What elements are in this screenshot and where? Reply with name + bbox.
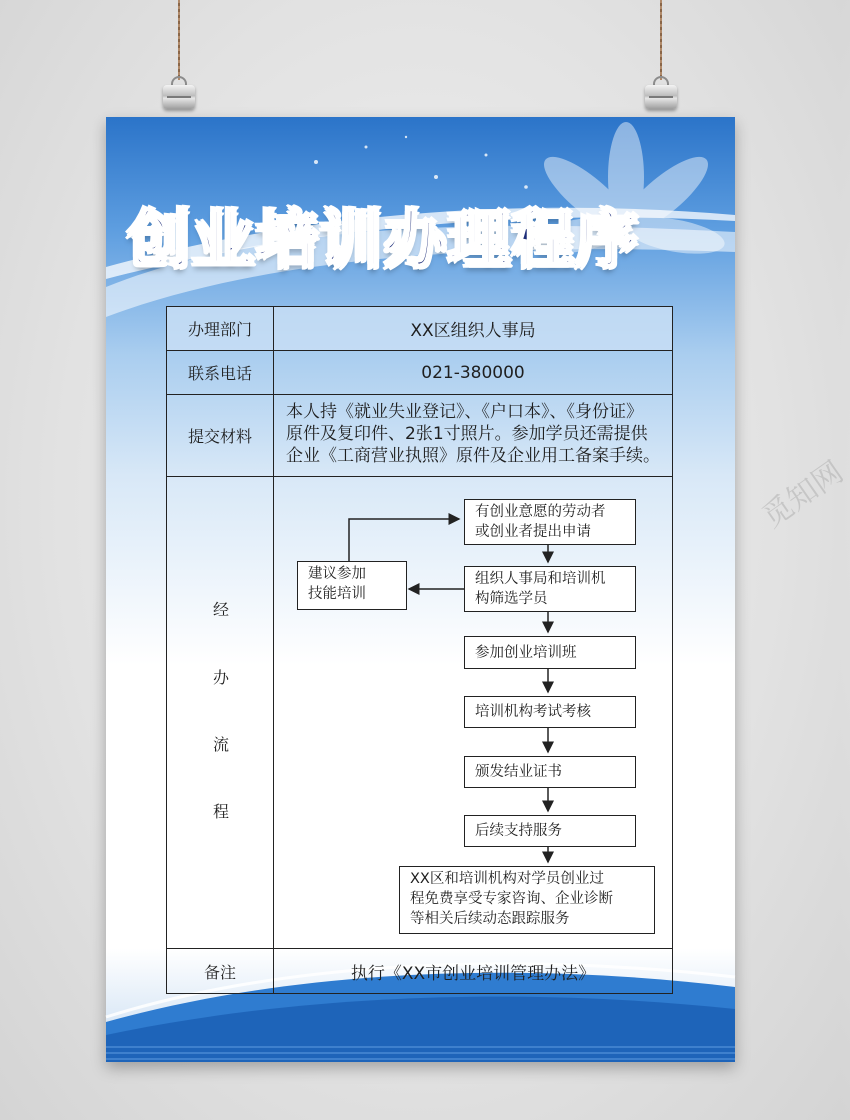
flow-step-line: 等相关后续动态跟踪服务 [410, 911, 570, 927]
flow-step-followup [399, 866, 655, 934]
flow-step-screen [464, 566, 636, 612]
row-label: 办理部门 [167, 307, 274, 350]
flow-step-line: 后续支持服务 [475, 823, 562, 839]
row-label: 提交材料 [167, 395, 274, 476]
flow-side-skill-training [297, 561, 407, 610]
table-row [167, 395, 672, 477]
hanging-wire-left [178, 0, 180, 80]
flow-label-char: 办 [213, 668, 230, 687]
flow-step-line: 技能培训 [308, 586, 366, 602]
flow-step-support [464, 815, 636, 847]
flow-step-line: 程免费享受专家咨询、企业诊断 [410, 891, 613, 907]
table-row [167, 351, 672, 395]
flow-step-line: 组织人事局和培训机 [475, 571, 606, 587]
row-value: 021-380000 [421, 362, 525, 383]
hanging-wire-right [660, 0, 662, 80]
flow-step-class [464, 636, 636, 669]
binder-clip-left-icon [163, 76, 195, 110]
materials-line: 本人持《就业失业登记》、《户口本》、《身份证》 [286, 402, 643, 422]
watermark: 觅知网 [756, 454, 850, 536]
info-table [166, 306, 673, 994]
table-row [167, 949, 672, 993]
flow-step-line: 颁发结业证书 [475, 764, 562, 780]
poster [106, 117, 735, 1062]
flow-label-char: 程 [213, 802, 230, 821]
row-value: XX区组织人事局 [274, 307, 672, 350]
poster-title: 创业培训办理程序 [128, 203, 641, 276]
flow-step-line: 建议参加 [308, 566, 366, 582]
binder-clip-right-icon [645, 76, 677, 110]
flow-step-line: 有创业意愿的劳动者 [475, 504, 606, 520]
flow-step-line: 参加创业培训班 [475, 644, 577, 661]
flow-step-apply [464, 499, 636, 545]
flow-step-line: 构筛选学员 [475, 591, 548, 607]
flow-step-line: 或创业者提出申请 [475, 524, 591, 540]
flow-step-line: 培训机构考试考核 [475, 704, 591, 720]
flow-label-char: 经 [213, 600, 230, 619]
materials-text [274, 395, 672, 476]
row-label: 备注 [167, 949, 274, 993]
materials-line: 企业《工商营业执照》原件及企业用工备案手续。 [286, 446, 660, 466]
flow-step-exam [464, 696, 636, 728]
flow-label-char: 流 [213, 735, 230, 754]
flow-step-certificate [464, 756, 636, 788]
table-row [167, 307, 672, 351]
materials-line: 原件及复印件、2张1寸照片。参加学员还需提供 [286, 424, 648, 444]
table-row-flow [167, 477, 672, 949]
row-value: 执行《XX市创业培训管理办法》 [350, 963, 596, 984]
row-label: 联系电话 [167, 351, 274, 394]
flow-step-line: XX区和培训机构对学员创业过 [410, 871, 604, 887]
